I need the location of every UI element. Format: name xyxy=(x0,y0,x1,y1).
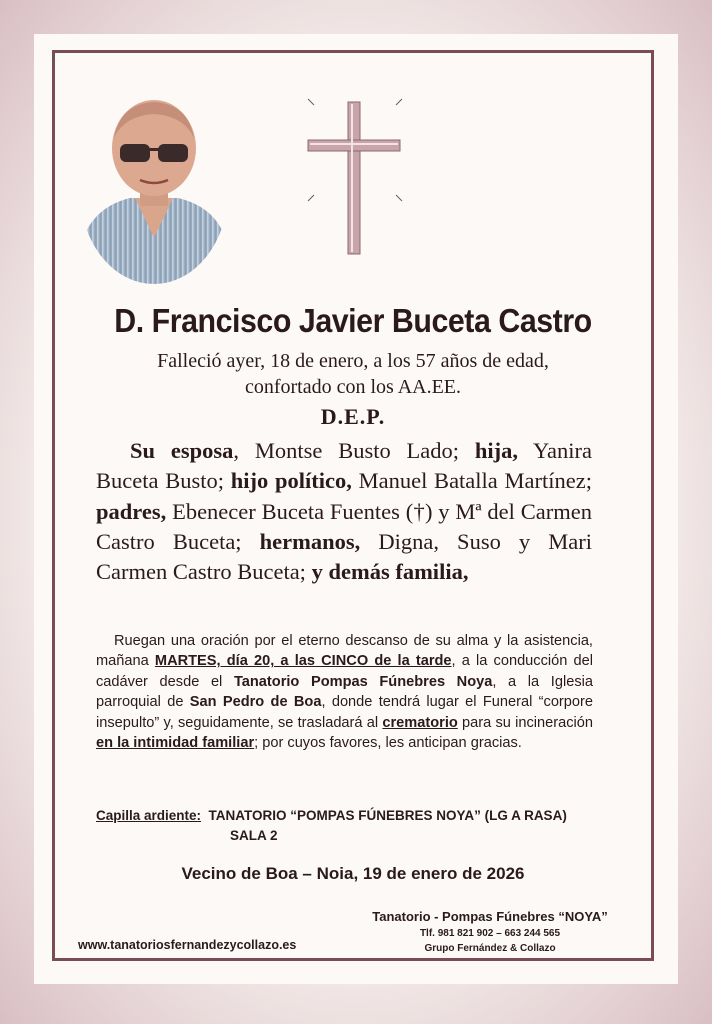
prayer-text-i: para su incineración xyxy=(457,714,593,731)
prayer-intimidad: en la intimidad familiar xyxy=(96,735,255,752)
prayer-paragraph xyxy=(96,631,593,753)
tanatorio-block xyxy=(340,908,640,956)
prayer-text-c: , a la conducción del cadáver desde el xyxy=(96,653,593,690)
capilla-ardiente xyxy=(96,806,616,846)
family-parents-names: Ebenecer Buceta Fuentes (†) y Mª del Carmen Castro Buceta; xyxy=(96,498,592,554)
tanatorio-group: Grupo Fernández & Collazo xyxy=(424,943,556,954)
prayer-date-time: MARTES, día 20, a las CINCO de la tarde xyxy=(154,653,452,670)
deceased-name: D. Francisco Javier Buceta Castro xyxy=(114,302,592,339)
family-parents-label: padres, xyxy=(96,498,167,524)
family-daughter-name: Yanira Buceta Busto; xyxy=(96,438,593,494)
prayer-text-e: , a la Iglesia parroquial de xyxy=(96,673,593,711)
family-son-in-law-label: hijo político, xyxy=(230,468,352,494)
tanatorio-phones: Tlf. 981 821 902 – 663 244 565 xyxy=(419,928,561,939)
capilla-sala: SALA 2 xyxy=(230,828,278,843)
capilla-label: Capilla ardiente: xyxy=(96,808,202,823)
prayer-crematorio: crematorio xyxy=(382,714,458,731)
death-info-line-1: Falleció ayer, 18 de enero, a los 57 años de edad, xyxy=(157,350,549,372)
family-siblings-label: hermanos, xyxy=(259,528,361,554)
dep-label: D.E.P. xyxy=(320,404,386,429)
family-son-in-law-name: Manuel Batalla Martínez; xyxy=(351,468,592,494)
website-link[interactable]: www.tanatoriosfernandezycollazo.es xyxy=(78,938,297,952)
family-siblings-names: Digna, Suso y Mari Carmen Castro Buceta; xyxy=(96,528,592,585)
family-daughter-label: hija, xyxy=(474,438,519,463)
death-info-line-2: confortado con los AA.EE. xyxy=(244,376,462,398)
deceased-portrait xyxy=(80,98,228,284)
prayer-text-a: Ruegan una oración por el eterno descanso de su alma y la asistencia, mañana xyxy=(96,633,593,670)
cross-icon xyxy=(300,96,410,261)
tanatorio-name: Tanatorio - Pompas Fúnebres “NOYA” xyxy=(372,909,608,924)
prayer-text-g: , donde tendrá lugar el Funeral “corpore insepulto” y, seguidamente, se trasladará al xyxy=(96,694,593,731)
family-spouse-name: , Montse Busto Lado; xyxy=(233,438,475,463)
vecino-line: Vecino de Boa – Noia, 19 de enero de 2026 xyxy=(181,864,525,883)
prayer-tanatorio: Tanatorio Pompas Fúnebres Noya xyxy=(233,673,493,690)
family-spouse-label: Su esposa xyxy=(130,438,234,463)
prayer-text-k: ; por cuyos favores, les anticipan gracias. xyxy=(254,735,522,752)
prayer-church: San Pedro de Boa xyxy=(189,694,322,711)
capilla-value: TANATORIO “POMPAS FÚNEBRES NOYA” (LG A RASA) xyxy=(208,808,567,823)
family-rest-label: y demás familia, xyxy=(311,559,469,585)
family-paragraph xyxy=(96,436,592,587)
